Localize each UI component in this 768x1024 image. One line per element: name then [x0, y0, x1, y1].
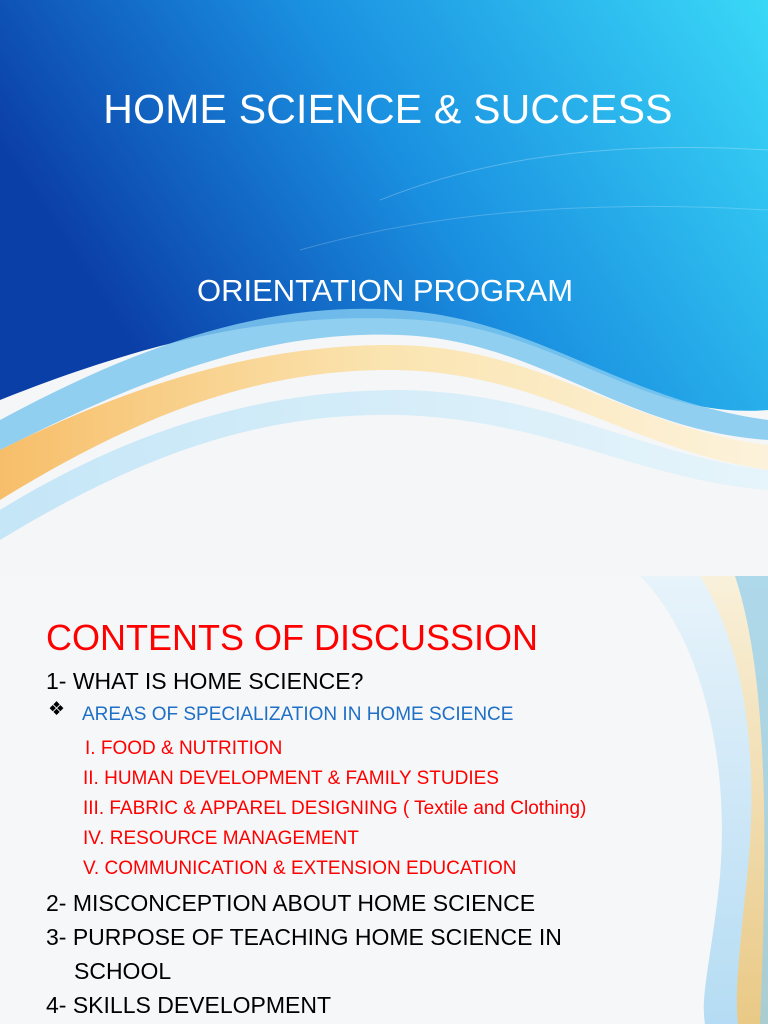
area-item: IV. RESOURCE MANAGEMENT: [83, 828, 359, 849]
area-item: V. COMMUNICATION & EXTENSION EDUCATION: [83, 858, 517, 879]
contents-item-1: 1- WHAT IS HOME SCIENCE?: [46, 668, 364, 694]
contents-list: [46, 612, 768, 1022]
diamond-bullet-icon: ❖: [48, 698, 66, 720]
contents-slide: [0, 576, 768, 1024]
areas-list: [46, 734, 768, 884]
area-item: I. FOOD & NUTRITION: [85, 738, 283, 759]
contents-item-3-line-2: SCHOOL: [74, 958, 172, 984]
slide-subtitle: ORIENTATION PROGRAM: [197, 273, 574, 308]
areas-bullet-row: [46, 698, 768, 734]
contents-item-2: 2- MISCONCEPTION ABOUT HOME SCIENCE: [46, 890, 536, 916]
contents-item-3-line-1: 3- PURPOSE OF TEACHING HOME SCIENCE IN: [46, 924, 562, 950]
area-item: III. FABRIC & APPAREL DESIGNING ( Textile and Clothing): [83, 798, 587, 819]
area-item: II. HUMAN DEVELOPMENT & FAMILY STUDIES: [83, 768, 499, 789]
contents-heading: CONTENTS OF DISCUSSION: [46, 617, 539, 658]
areas-bullet-text: AREAS OF SPECIALIZATION IN HOME SCIENCE: [82, 704, 514, 725]
slide-title: HOME SCIENCE & SUCCESS: [103, 86, 673, 132]
contents-item-4: 4- SKILLS DEVELOPMENT: [46, 992, 332, 1018]
